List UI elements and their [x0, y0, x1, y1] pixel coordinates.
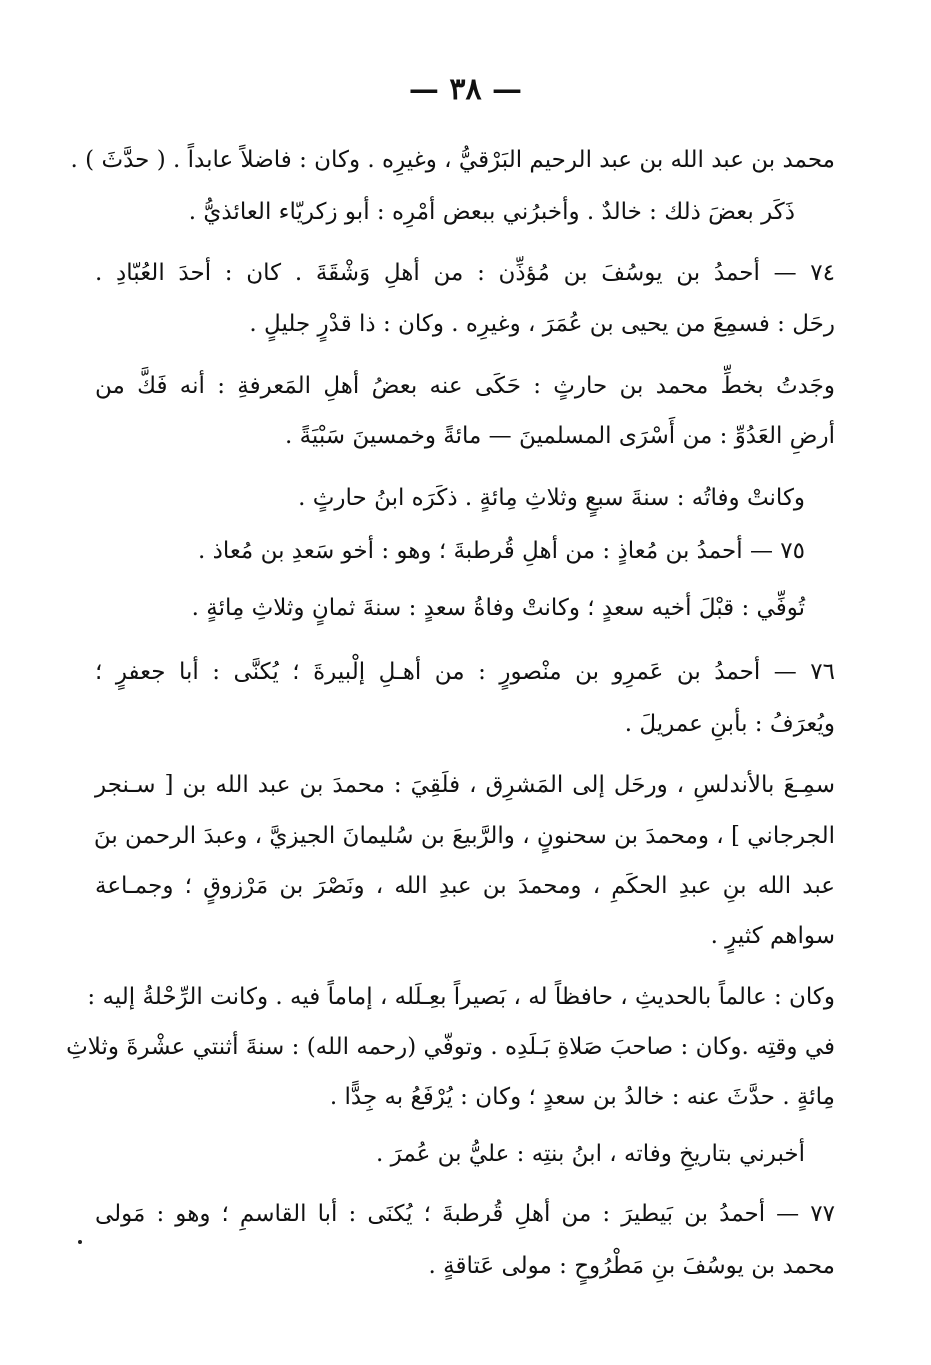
ink-speck [78, 1240, 82, 1244]
text-line: وكان : عالماً بالحديثِ ، حافظاً له ، بَصيراً بعِـلَله ، إماماً فيه . وكانت الرِّحْلةُ إليه : [87, 984, 835, 1010]
text-line: محمد بن يوسُفَ بنِ مَطْرُوحٍ : مولى عَتاقةٍ . [428, 1253, 835, 1279]
text-line: محمد بن عبد الله بن عبد الرحيم البَرْقيُّ ، وغيرِه . وكان : فاضلاً عابداً . ( حدَّثَ ) . [70, 147, 835, 173]
page-number: — ٣٨ — [408, 72, 523, 107]
text-line: رحَل : فسمِعَ من يحيى بن عُمَرَ ، وغيرِه . وكان : ذا قدْرٍ جليلٍ . [249, 311, 835, 337]
text-line: في وقتِه .وكان : صاحبَ صَلاةِ بَـلَدِه . وتوفّي (رحمه الله) : سنةَ أثنتي عشْرةَ وثلاثِ [66, 1034, 835, 1060]
text-line: وكانتْ وفاتُه : سنةَ سبعٍ وثلاثِ مِائةٍ . ذكَرَه ابنُ حارثٍ . [298, 485, 805, 511]
text-line: تُوفِّي : قبْلَ أخيه سعدٍ ؛ وكانتْ وفاةُ سعدٍ : سنةَ ثمانٍ وثلاثِ مِائةٍ . [191, 595, 805, 621]
text-line: سواهم كثيرٍ . [710, 923, 835, 949]
text-line: أخبرني بتاريخِ وفاته ، ابنُ بنتِه : عليُّ بن عُمرَ . [376, 1141, 805, 1167]
text-line: أرضِ العَدُوِّ : من أَسْرَى المسلمينَ — مائةً وخمسينَ سَبْيَةً . [284, 423, 835, 449]
text-line: سمِـعَ بالأندلسِ ، ورحَل إلى المَشرِق ، فلَقِيَ : محمدَ بن عبد الله بن [ سـنجر [95, 772, 835, 798]
entry-74-heading: ٧٤ — أحمدُ بن يوسُفَ بن مُؤذِّن : من أهلِ وَشْقَةَ . كان : أحدَ العُبّادِ . [95, 260, 835, 286]
text-line: ذَكَر بعضَ ذلك : خالدٌ . وأخبرُني ببعض أمْرِه : أبو زكريّاء العائذيُّ . [188, 199, 795, 225]
entry-76-heading: ٧٦ — أحمدُ بن عَمرِو بن منْصورٍ : من أهـلِ إلْبيرةَ ؛ يُكنَّى : أبا جعفرٍ ؛ [95, 659, 835, 685]
entry-75-heading: ٧٥ — أحمدُ بن مُعاذٍ : من أهلِ قُرطبةَ ؛ وهو : أخو سَعدِ بن مُعاذ . [197, 538, 805, 564]
text-line: مِائةٍ . حدَّثَ عنه : خالدُ بن سعدٍ ؛ وكان : يُرْفَعُ به جِدًّا . [329, 1084, 835, 1110]
text-line: الجرجاني ] ، ومحمدَ بن سحنونٍ ، والرَّبيعَ بن سُليمانَ الجيزيَّ ، وعبدَ الرحمن بنَ [93, 823, 835, 849]
entry-77-heading: ٧٧ — أحمدُ بن بَيطيرَ : من أهلِ قُرطبةَ ؛ يُكنَى : أبا القاسمِ ؛ وهو : مَولى [95, 1201, 835, 1227]
text-line: وجَدتُ بخطِّ محمد بن حارثٍ : حَكَى عنه بعضُ أهلِ المَعرفةِ : أنه فَكَّ من [95, 373, 835, 399]
page-body [66, 0, 835, 1365]
text-line: عبد الله بنِ عبدِ الحكَمِ ، ومحمدَ بن عبدِ الله ، ونَصْرَ بن مَرْزوقٍ ؛ وجمـاعة [95, 873, 835, 899]
text-line: ويُعرَفُ : بأبنِ عمريلَ . [624, 711, 835, 737]
